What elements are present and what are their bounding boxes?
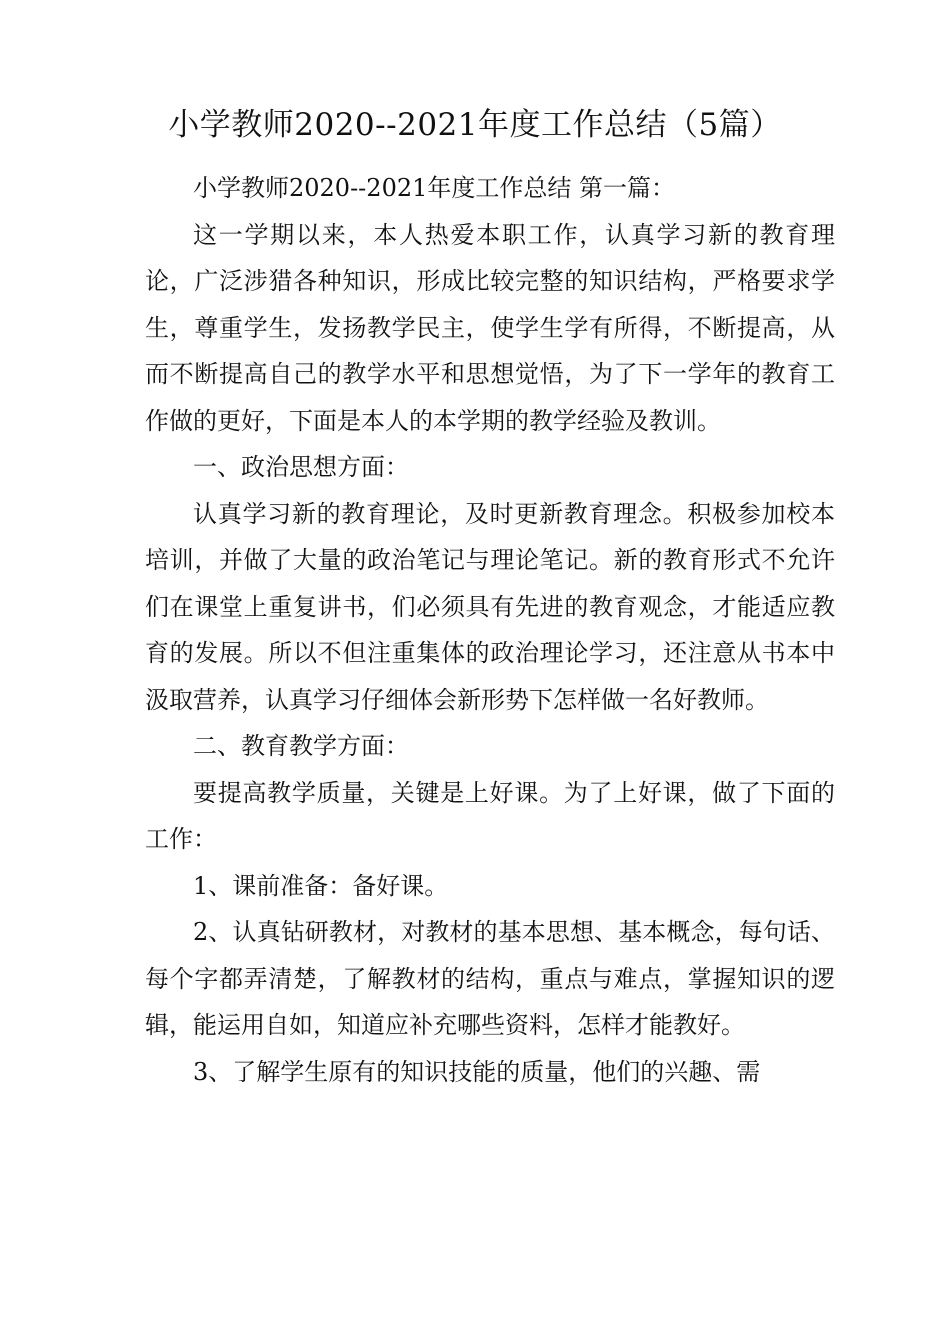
paragraph-item-1: 1、课前准备：备好课。 (193, 871, 449, 900)
paragraph-item-3: 3、了解学生原有的知识技能的质量，他们的兴趣、需 (193, 1057, 761, 1086)
paragraph-heading-politics: 一、政治思想方面： (193, 453, 409, 481)
document-body (145, 165, 835, 1095)
paragraph-intro: 这一学期以来，本人热爱本职工作，认真学习新的教育理论，广泛涉猎各种知识，形成比较完整的知识结构，严格要求学生，尊重学生，发扬教学民主，使学生学有所得，不断提高，从而不断提高自己的教学水平和思想觉悟，为了下一学年的教育工作做的更好，下面是本人的本学期的教学经验及教训。 (145, 220, 835, 435)
document-title: 小学教师2020--2021年度工作总结（5篇） (168, 107, 782, 143)
paragraph-teaching: 要提高教学质量，关键是上好课。为了上好课，做了下面的工作： (145, 778, 835, 853)
paragraph-item-2: 2、认真钻研教材，对教材的基本思想、基本概念，每句话、每个字都弄清楚，了解教材的结构，重点与难点，掌握知识的逻辑，能运用自如，知道应补充哪些资料，怎样才能教好。 (145, 918, 835, 1039)
paragraph-heading-teaching: 二、教育教学方面： (193, 732, 409, 760)
paragraph-politics: 认真学习新的教育理论，及时更新教育理念。积极参加校本培训，并做了大量的政治笔记与理论笔记。新的教育形式不允许们在课堂上重复讲书，们必须具有先进的教育观念，才能适应教育的发展。所以不但注重集体的政治理论学习，还注意从书本中汲取营养，认真学习仔细体会新形势下怎样做一名好教师。 (145, 499, 835, 714)
paragraph-section-heading: 小学教师2020--2021年度工作总结 第一篇： (193, 174, 676, 202)
